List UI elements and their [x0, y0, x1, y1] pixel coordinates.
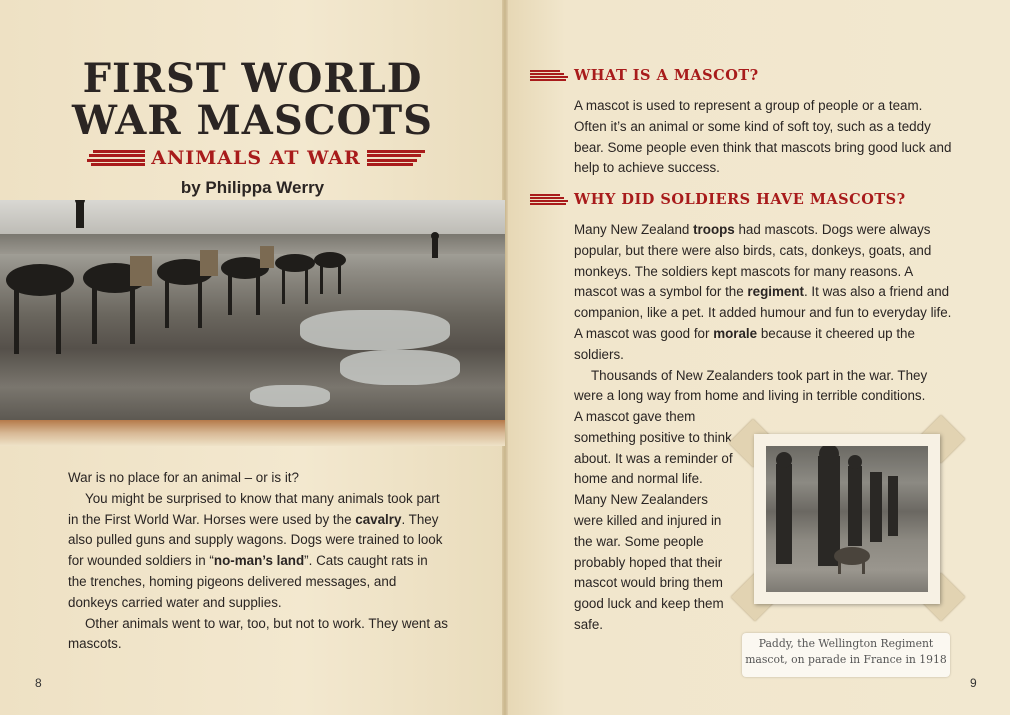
title-line-2: WAR MASCOTS: [71, 97, 434, 144]
paragraph: [68, 489, 448, 614]
heading-stripes-icon: [530, 70, 568, 82]
heading-why-mascots: [530, 191, 906, 208]
horses-battlefield-photo: [0, 200, 505, 440]
byline: by Philippa Werry: [180, 178, 325, 197]
subtitle-row: [75, 146, 437, 170]
text-segment: ”. Cats caught rats in the trenches, homing pigeons delivered messages, and donkeys carried water and supplies.: [68, 553, 428, 610]
glossary-term: regiment: [747, 284, 804, 300]
subtitle: ANIMALS AT WAR: [151, 147, 361, 169]
paragraph: [574, 220, 954, 366]
glossary-term: no-man’s land: [213, 553, 305, 569]
text-segment: because it cheered up the soldiers.: [574, 325, 915, 362]
stripes-left-icon: [87, 150, 145, 166]
text-segment: . It was also a friend and companion, like a pet. It added humour and fun to everyday life. A mascot was good for: [574, 284, 952, 341]
photo-caption: Paddy, the Wellington Regiment mascot, on parade in France in 1918: [742, 633, 950, 677]
glossary-term: morale: [713, 325, 758, 341]
section2-narrow-text: [574, 407, 734, 636]
page-number-left: 8: [35, 676, 42, 690]
text-segment: had mascots. Dogs were always popular, but there were also birds, cats, donkeys, goats, and monkeys. The soldiers kept mascots for many reasons. A mascot was a symbol for the: [574, 222, 932, 300]
text-segment: A mascot is used to represent a group of people or a team. Often it’s an animal or some kind of soft toy, such as a teddy bear. Some people even think that mascots bring good luck and help to achieve success.: [574, 98, 952, 176]
title-line-1: FIRST WORLD: [82, 55, 423, 102]
text-segment: A mascot gave them something positive to think about. It was a reminder of home and normal life. Many New Zealanders were killed and injured in the war. Some people probably hoped that their mascot would bring them good luck and keep them safe.: [574, 409, 733, 632]
soldiers-and-dog-silhouette: [766, 446, 928, 592]
paragraph: [574, 407, 734, 636]
heading-what-is-a-mascot: [530, 67, 759, 84]
heading-stripes-icon: [530, 194, 568, 206]
left-body-text: [68, 468, 448, 655]
text-segment: War is no place for an animal – or is it?: [68, 470, 299, 485]
paddy-parade-photo: [754, 434, 940, 604]
heading-text: WHAT IS A MASCOT?: [574, 67, 759, 84]
page-number-right: 9: [970, 676, 977, 690]
glossary-term: troops: [693, 222, 735, 237]
pack-horses-silhouette: [0, 200, 505, 440]
paragraph: [68, 614, 448, 656]
section1-text: [574, 96, 954, 179]
paragraph: [68, 468, 448, 489]
paragraph: [574, 366, 954, 408]
text-segment: Many New Zealand: [574, 222, 694, 237]
mascot-photo-frame: [734, 420, 959, 620]
paragraph: [574, 96, 954, 179]
stripes-right-icon: [367, 150, 425, 166]
text-segment: You might be surprised to know that many animals took part in the First World War. Horses were used by the: [68, 490, 440, 527]
text-segment: . They also pulled guns and supply wagons. Dogs were trained to look for wounded soldiers in “: [68, 511, 443, 569]
text-segment: Other animals went to war, too, but not to work. They went as mascots.: [68, 615, 448, 652]
glossary-term: cavalry: [355, 511, 402, 527]
torn-photo-edge: [0, 420, 505, 446]
text-segment: Thousands of New Zealanders took part in the war. They were a long way from home and living in terrible conditions.: [574, 367, 928, 404]
heading-text: WHY DID SOLDIERS HAVE MASCOTS?: [574, 191, 906, 208]
section2-text: [574, 220, 954, 407]
